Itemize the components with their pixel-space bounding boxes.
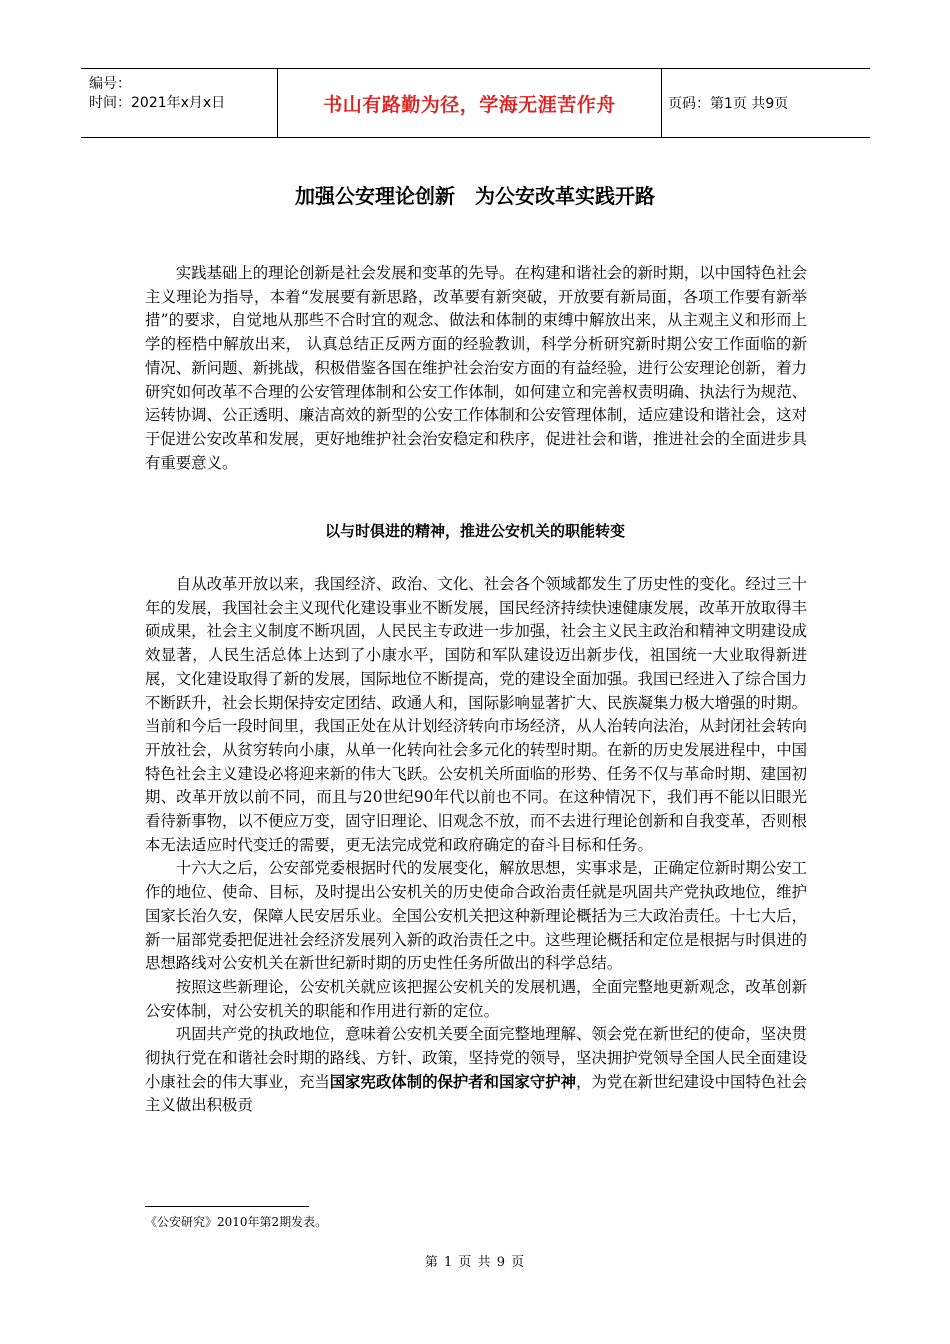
motto-text: 书山有路勤为径，学海无涯苦作舟 — [323, 93, 616, 116]
section-heading: 以与时俱进的精神，推进公安机关的职能转变 — [324, 522, 625, 540]
main-section — [145, 573, 807, 1118]
paragraph-1: 自从改革开放以来，我国经济、政治、文化、社会各个领域都发生了历史性的变化。经过三十年的发展，我国社会主义现代化建设事业不断发展，国民经济持续快速健康发展，改革开放取得丰硕成果，社会主义制度不断巩固，人民民主专政进一步加强，社会主义民主政治和精神文明建设成效显著，人民生活总体上达到了小康水平，国防和军队建设迈出新步伐，祖国统一大业取得新进展，文化建设取得了新的发展，国际地位不断提高，党的建设全面加强。我国已经进入了综合国力不断跃升，社会长期保持安定团结、政通人和，国际影响显著扩大、民族凝集力极大增强的时期。当前和今后一段时间里，我国正处在从计划经济转向市场经济，从人治转向法治，从封闭社会转向开放社会，从贫穷转向小康，从单一化转向社会多元化的转型时期。在新的历史发展进程中，中国特色社会主义建设必将迎来新的伟大飞跃。公安机关所面临的形势、任务不仅与革命时期、建国初期、改革开放以前不同，而且与20世纪90年代以前也不同。在这种情况下，我们再不能以旧眼光看待新事物，以不便应万变，固守旧理论、旧观念不放，而不去进行理论创新和自我变革，否则根本无法适应时代变迁的需要，更无法完成党和政府确定的奋斗目标和任务。 — [145, 575, 807, 854]
time-label: 时间：2021年x月x日 — [89, 95, 226, 111]
paragraph-4-bold: 国家宪政体制的保护者和国家守护神 — [329, 1072, 577, 1091]
footnote-divider — [145, 1206, 309, 1207]
paragraph-4-start: 巩固共产党的执政地位，意味着公安机关要全面完整地理解、领会党在新世纪的使命，坚决贯彻执行党在和谐社会时期的路线、方针、政策，坚持党的领导，坚决拥护党领导全国人民全面建设小康社会的伟大事业，充当 — [145, 1025, 807, 1091]
document-title: 加强公安理论创新 为公安改革实践开路 — [295, 184, 655, 208]
paragraph-2: 十六大之后，公安部党委根据时代的发展变化，解放思想，实事求是，正确定位新时期公安工作的地位、使命、目标，及时提出公安机关的历史使命合政治责任就是巩固共产党执政地位，维护国家长治久安，保障人民安居乐业。全国公安机关把这种新理论概括为三大政治责任。十七大后，新一届部党委把促进社会经济发展列入新的政治责任之中。这些理论概括和定位是根据与时俱进的思想路线对公安机关在新世纪新时期的历史性任务所做出的科学总结。 — [145, 859, 807, 973]
header-page-info: 页码：第1页 共9页 — [668, 96, 789, 112]
paragraph-4 — [145, 1023, 807, 1118]
paragraph-3: 按照这些新理论，公安机关就应该把握公安机关的发展机遇，全面完整地更新观念，改革创新公安体制，对公安机关的职能和作用进行新的定位。 — [145, 977, 807, 1020]
header-meta-cell — [81, 69, 278, 137]
header-table — [81, 68, 870, 138]
intro-section — [145, 262, 807, 475]
page-footer: 第 1 页 共 9 页 — [424, 1255, 526, 1270]
paragraph-4-end: ，为党在新世纪建设中国特色社会主义做出积极贡 — [145, 1072, 807, 1115]
header-motto-cell — [278, 69, 662, 137]
intro-paragraph: 实践基础上的理论创新是社会发展和变革的先导。在构建和谐社会的新时期，以中国特色社会主义理论为指导，本着“发展要有新思路，改革要有新突破，开放要有新局面，各项工作要有新举措”的要求，自觉地从那些不合时宜的观念、做法和体制的束缚中解放出来，从主观主义和形而上学的桎梏中解放出来， 认真总结正反两方面的经验教训，科学分析研究新时期公安工作面临的新情况、新问题、新挑战，积极借鉴各国在维护社会治安方面的有益经验，进行公安理论创新，着力研究如何改革不合理的公安管理体制和公安工作体制，如何建立和完善权责明确、执法行为规范、运转协调、公正透明、廉洁高效的新型的公安工作体制和公安管理体制，适应建设和谐社会，这对于促进公安改革和发展，更好地维护社会治安稳定和秩序，促进社会和谐，推进社会的全面进步具有重要意义。 — [145, 264, 807, 472]
footnote: 《公安研究》2010年第2期发表。 — [145, 1215, 328, 1229]
number-label: 编号： — [89, 76, 131, 92]
